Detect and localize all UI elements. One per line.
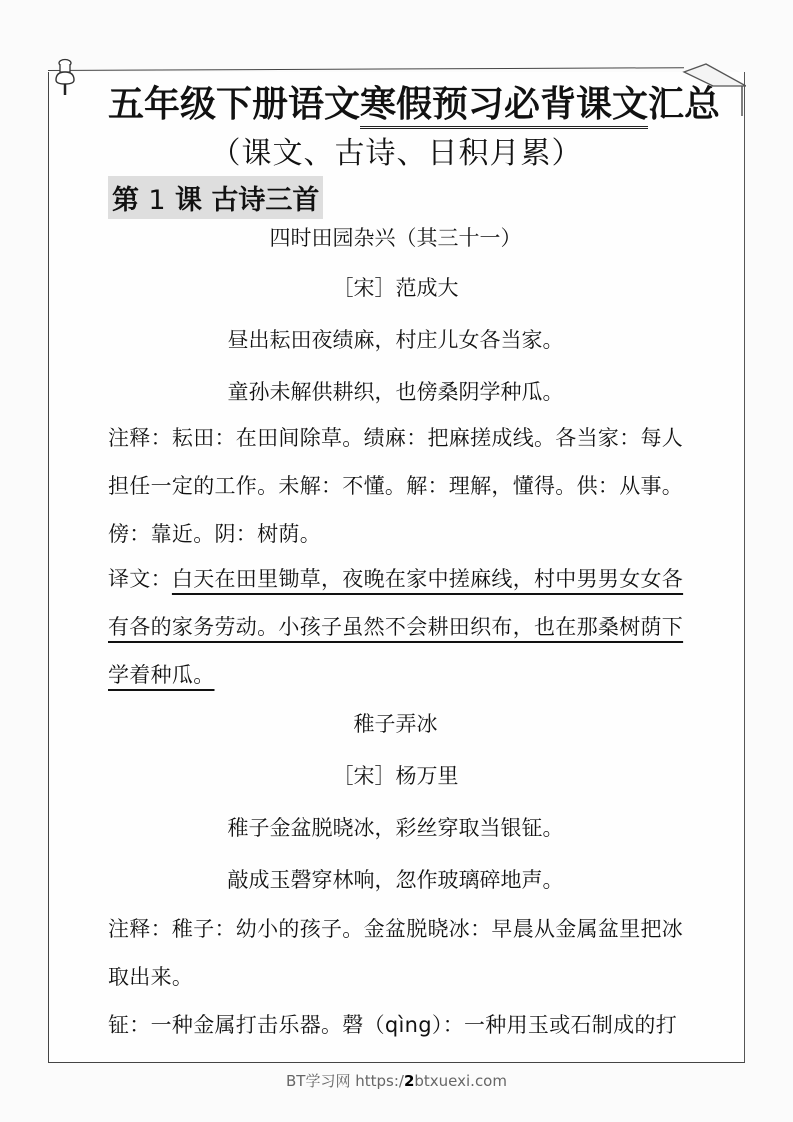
document-title [108,76,748,127]
poem-translation [108,555,733,699]
title-part-underlined: 寒假预习必背课文 [360,84,648,129]
poem-notes [108,905,733,1049]
lesson-number: 1 [148,185,166,216]
notes-line: 注释：稚子：幼小的孩子。金盆脱晓冰：早晨从金属盆里把冰 [108,917,684,941]
lesson-prefix: 第 [112,185,139,216]
translation-line: 白天在田里锄草，夜晚在家中搓麻线，村中男男女女各 [171,567,684,591]
document-subtitle: （课文、古诗、日积月累） [210,136,583,171]
footer-site: BT学习网 https:/ [286,1072,404,1090]
poem-author: ［宋］范成大 [332,276,459,300]
notes-line: 取出来。 [108,965,194,989]
translation-line: 学着种瓜。 [108,663,215,687]
translation-label: 译文： [108,567,172,591]
title-part-end: 汇总 [648,84,721,125]
paper-top-edge [48,67,684,71]
poem-line: 昼出耘田夜绩麻，村庄儿女各当家。 [227,328,564,352]
notes-line: 注释：耘田：在田间除草。绩麻：把麻搓成线。各当家：每人 [108,426,684,450]
poem-title: 四时田园杂兴（其三十一） [269,226,522,250]
footer-domain: btxuexi.com [414,1072,507,1090]
page-number: 2 [403,1072,415,1090]
lesson-suffix: 课 [175,185,202,216]
notes-line: 傍：靠近。阴：树荫。 [108,522,321,546]
lesson-name: 古诗三首 [211,185,320,216]
pushpin-icon [52,58,78,98]
notes-line: 担任一定的工作。未解：不懂。解：理解，懂得。供：从事。 [108,474,684,498]
translation-line: 有各的家务劳动。小孩子虽然不会耕田织布，也在那桑树荫下 [108,615,684,639]
title-part-plain: 五年级下册语文 [108,84,361,125]
poem-author: ［宋］杨万里 [332,764,459,788]
poem-title: 稚子弄冰 [353,712,438,736]
page-footer [0,1070,793,1091]
poem-line: 敲成玉磬穿林响，忽作玻璃碎地声。 [227,868,564,892]
poem-line: 稚子金盆脱晓冰，彩丝穿取当银钲。 [227,816,564,840]
poem-notes [108,414,733,558]
notes-line: 钲：一种金属打击乐器。磬（qìng）：一种用玉或石制成的打 [108,1013,678,1037]
poem-line: 童孙未解供耕织，也傍桑阴学种瓜。 [227,380,564,404]
lesson-heading [108,176,323,219]
